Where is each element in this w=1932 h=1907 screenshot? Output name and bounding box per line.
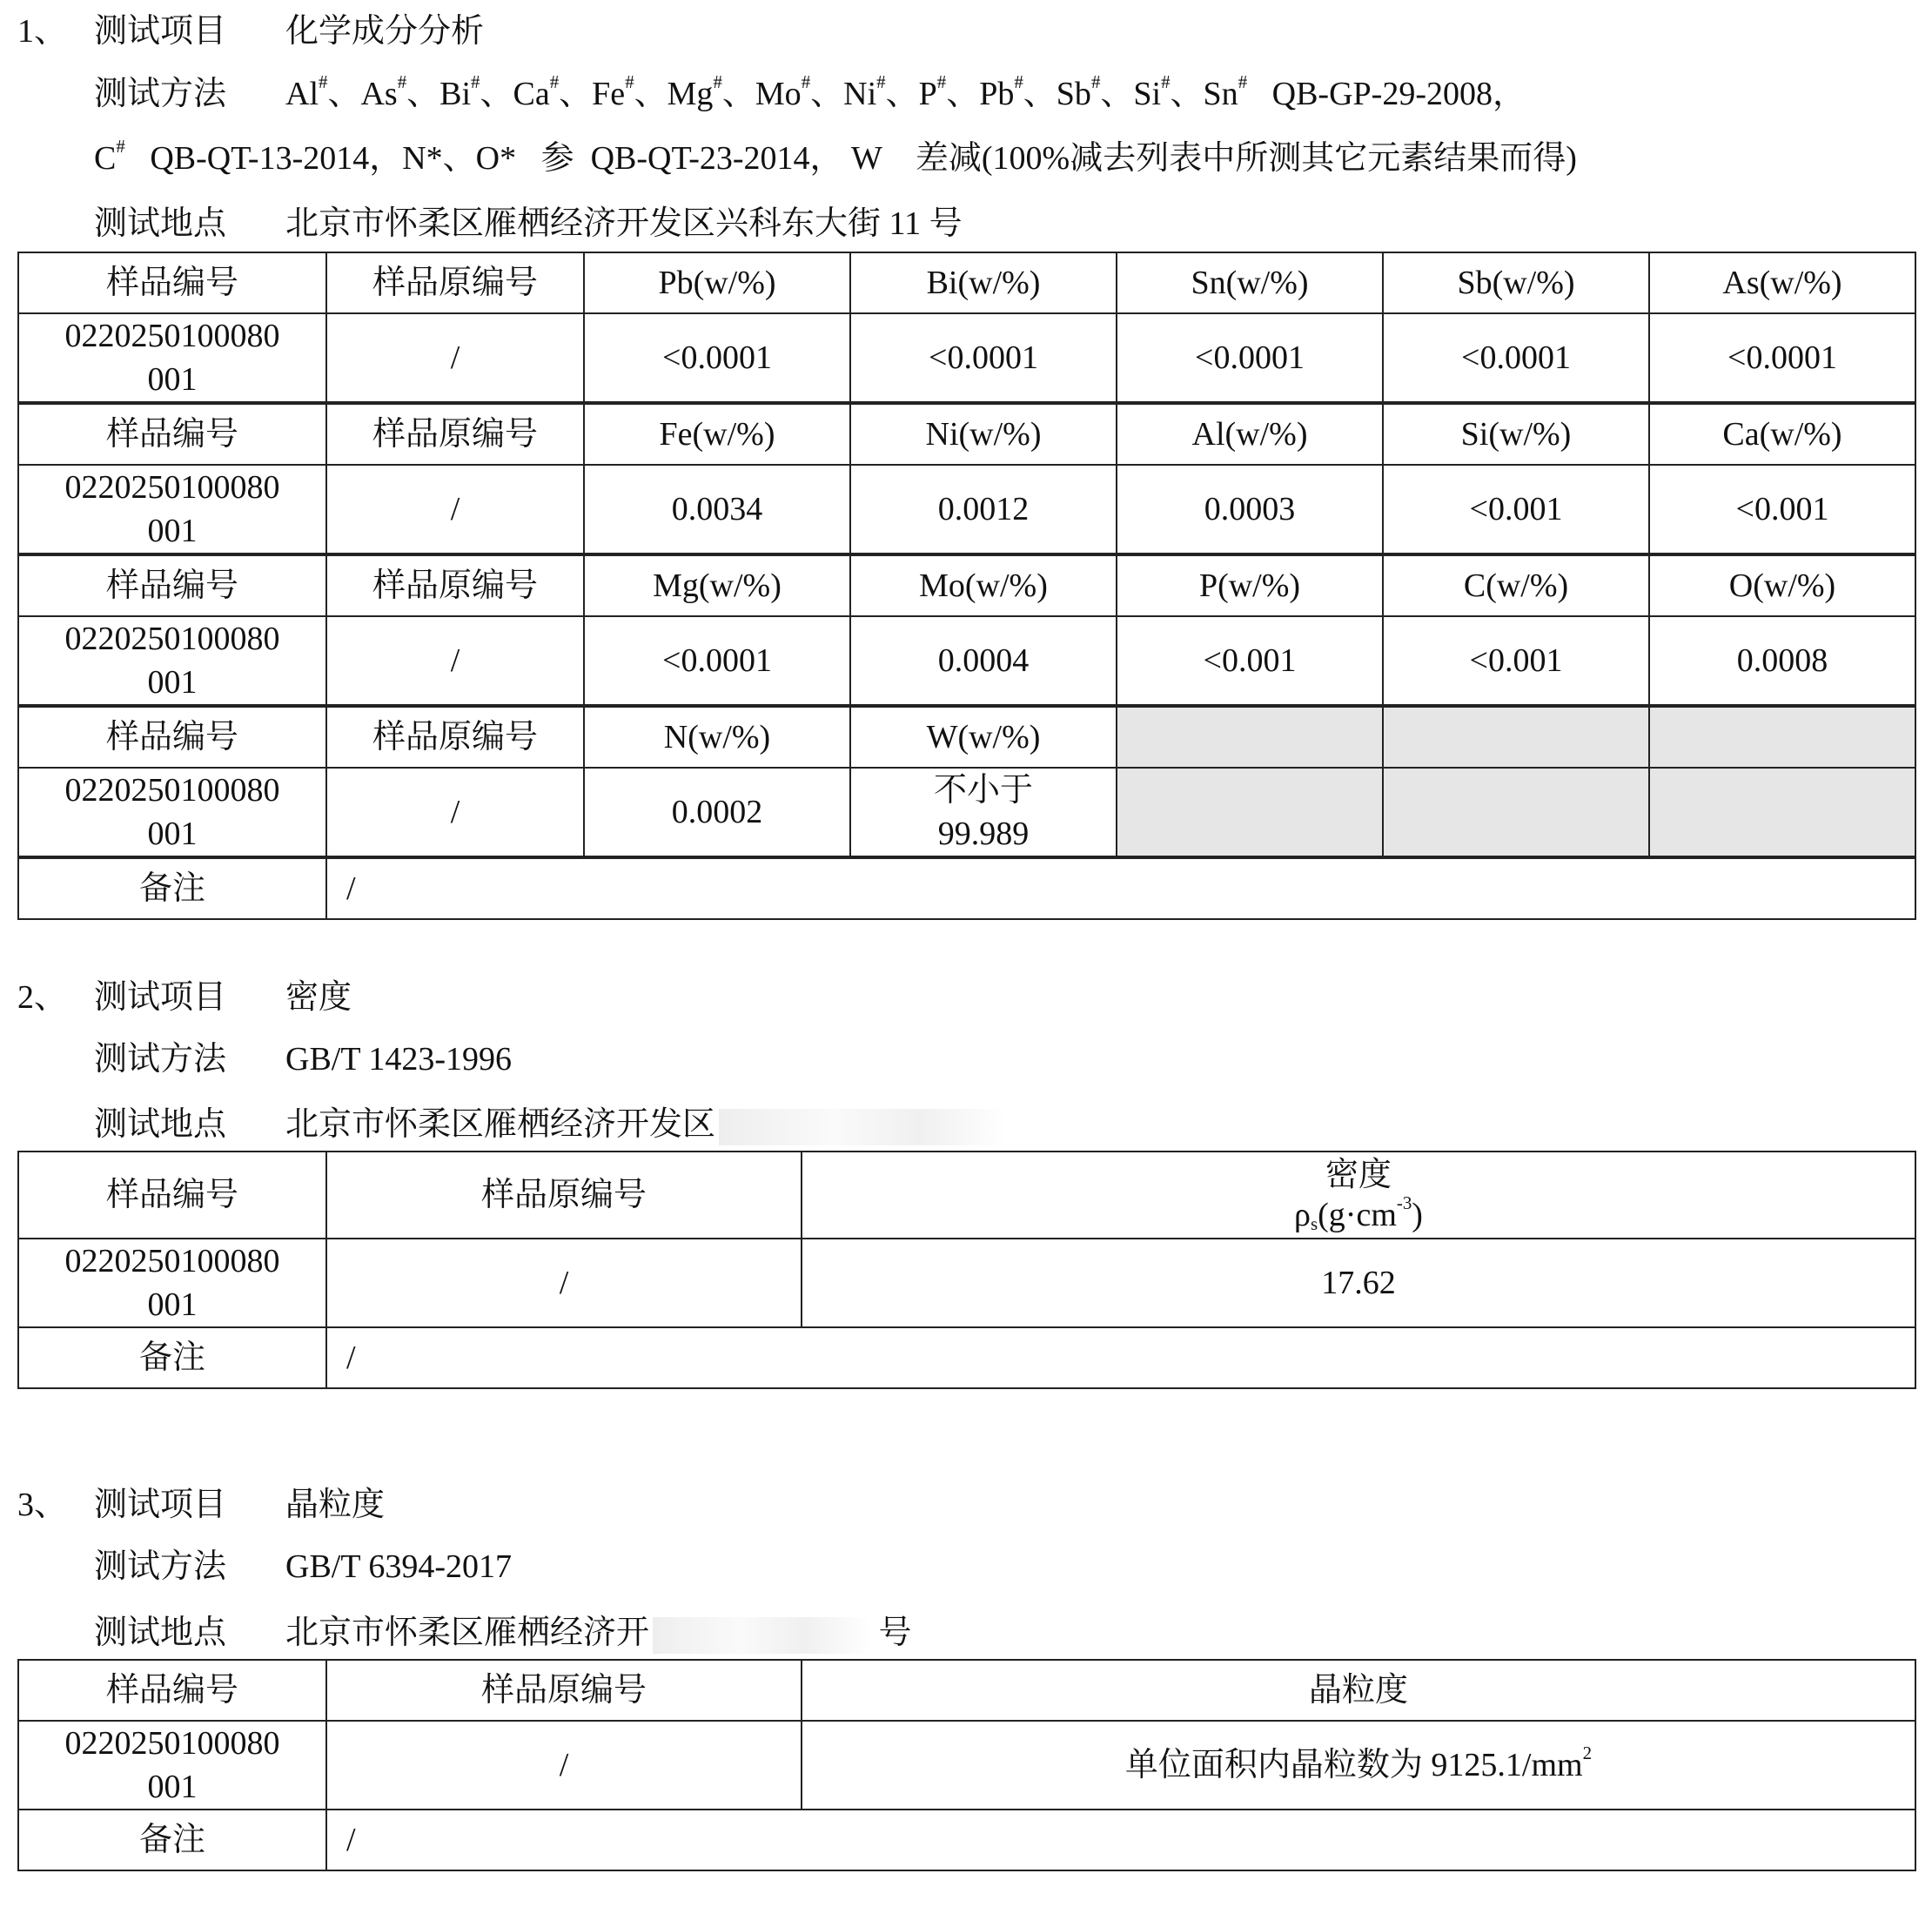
element-value-cell: <0.0001 <box>1649 313 1915 403</box>
test-method-value: Al#、As#、Bi#、Ca#、Fe#、Mg#、Mo#、Ni#、P#、Pb#、Sb#、Si#、Sn# QB-GP-29-2008， <box>285 71 1526 112</box>
header-original-id: 样品原编号 <box>326 554 584 616</box>
element-value-cell: <0.001 <box>1117 616 1383 706</box>
note-label: 备注 <box>18 1810 326 1870</box>
header-original-id: 样品原编号 <box>326 1152 802 1239</box>
element-value-cell: 0.0004 <box>850 616 1117 706</box>
header-element: C(w/%) <box>1383 554 1649 616</box>
header-element: P(w/%) <box>1117 554 1383 616</box>
element-value-cell: <0.0001 <box>584 313 850 403</box>
header-density: 密度 $\rho_s(g\cdot cm^{-3})$ <box>802 1152 1915 1239</box>
header-element: Mo(w/%) <box>850 554 1117 616</box>
test-location-label: 测试地点 <box>94 1615 227 1651</box>
table-header-row <box>18 1152 1915 1239</box>
note-value: / <box>326 1327 1915 1388</box>
header-sample-id: 样品编号 <box>18 403 326 465</box>
table-row <box>18 1239 1915 1327</box>
element-value-cell <box>1383 768 1649 857</box>
element-value-cell: <0.0001 <box>850 313 1117 403</box>
sample-id-cell: 0220250100080 001 <box>18 768 326 857</box>
test-method-value-continued: C# QB-QT-13-2014，N*、O* 参 QB-QT-23-2014， W 差减(100%减去列表中所测其它元素结果而得) <box>94 136 1577 177</box>
element-value-cell: <0.0001 <box>1383 313 1649 403</box>
header-element: Ca(w/%) <box>1649 403 1915 465</box>
table-row <box>18 1721 1915 1810</box>
header-original-id: 样品原编号 <box>326 403 584 465</box>
header-sample-id: 样品编号 <box>18 1660 326 1721</box>
test-item-value: 化学成分分析 <box>285 13 485 50</box>
test-item-label: 测试项目 <box>94 979 227 1016</box>
section-number: 2、 <box>17 979 68 1016</box>
grain-size-table <box>17 1659 1916 1871</box>
table-header-row <box>18 554 1915 616</box>
header-element: As(w/%) <box>1649 252 1915 313</box>
element-value-cell: 0.0002 <box>584 768 850 857</box>
original-id-cell: / <box>326 313 584 403</box>
test-method-value: GB/T 6394-2017 <box>285 1548 513 1585</box>
sample-id-cell: 0220250100080 001 <box>18 465 326 554</box>
header-element: N(w/%) <box>584 706 850 768</box>
element-value-cell <box>1649 768 1915 857</box>
table-header-row <box>18 706 1915 768</box>
header-original-id: 样品原编号 <box>326 706 584 768</box>
table-header-row <box>18 252 1915 313</box>
note-label: 备注 <box>18 1327 326 1388</box>
table-row <box>18 465 1915 554</box>
header-element: Ni(w/%) <box>850 403 1117 465</box>
element-value-cell: <0.001 <box>1383 616 1649 706</box>
header-sample-id: 样品编号 <box>18 706 326 768</box>
element-value-cell: 不小于 99.989 <box>850 768 1117 857</box>
table-header-row <box>18 1660 1915 1721</box>
header-element: Al(w/%) <box>1117 403 1383 465</box>
header-element: O(w/%) <box>1649 554 1915 616</box>
header-element <box>1649 706 1915 768</box>
header-element: Sn(w/%) <box>1117 252 1383 313</box>
sample-id-cell: 0220250100080 001 <box>18 313 326 403</box>
density-table <box>17 1151 1916 1389</box>
element-value-cell: <0.001 <box>1383 465 1649 554</box>
note-value: / <box>326 1810 1915 1870</box>
element-value-cell: 0.0003 <box>1117 465 1383 554</box>
original-id-cell: / <box>326 616 584 706</box>
original-id-cell: / <box>326 1721 802 1810</box>
header-sample-id: 样品编号 <box>18 1152 326 1239</box>
test-item-value: 晶粒度 <box>285 1487 386 1523</box>
note-label: 备注 <box>18 857 326 919</box>
header-original-id: 样品原编号 <box>326 252 584 313</box>
note-row <box>18 1810 1915 1870</box>
test-method-label: 测试方法 <box>94 1041 227 1078</box>
element-value-cell: 0.0008 <box>1649 616 1915 706</box>
test-item-label: 测试项目 <box>94 1487 227 1523</box>
element-value-cell: <0.001 <box>1649 465 1915 554</box>
test-method-label: 测试方法 <box>94 1548 227 1585</box>
test-method-label: 测试方法 <box>94 76 227 112</box>
table-header-row <box>18 403 1915 465</box>
test-location-label: 测试地点 <box>94 1106 227 1143</box>
note-row <box>18 1327 1915 1388</box>
element-value-cell <box>1117 768 1383 857</box>
header-element: Mg(w/%) <box>584 554 850 616</box>
test-item-value: 密度 <box>285 979 352 1016</box>
section-number: 1、 <box>17 13 68 50</box>
note-value: / <box>326 857 1915 919</box>
header-element: Fe(w/%) <box>584 403 850 465</box>
section-number: 3、 <box>17 1487 68 1523</box>
test-location-value: 北京市怀柔区雁栖经济开发区兴科东大街 11 号 <box>285 205 963 242</box>
header-element: Si(w/%) <box>1383 403 1649 465</box>
header-element: Bi(w/%) <box>850 252 1117 313</box>
header-element <box>1117 706 1383 768</box>
header-sample-id: 样品编号 <box>18 554 326 616</box>
chemical-composition-table <box>17 252 1916 920</box>
header-element: Sb(w/%) <box>1383 252 1649 313</box>
element-value-cell: <0.0001 <box>584 616 850 706</box>
redacted-text <box>719 1109 1006 1145</box>
sample-id-cell: 0220250100080 001 <box>18 1721 326 1810</box>
element-value-cell: <0.0001 <box>1117 313 1383 403</box>
sample-id-cell: 0220250100080 001 <box>18 616 326 706</box>
header-element: Pb(w/%) <box>584 252 850 313</box>
table-row <box>18 616 1915 706</box>
header-original-id: 样品原编号 <box>326 1660 802 1721</box>
test-location-value: 北京市怀柔区雁栖经济开 号 <box>285 1612 912 1654</box>
element-value-cell: 0.0034 <box>584 465 850 554</box>
table-row <box>18 768 1915 857</box>
header-sample-id: 样品编号 <box>18 252 326 313</box>
grain-size-value-cell: 单位面积内晶粒数为 $9125.1/mm^2$ <box>802 1721 1915 1810</box>
test-item-label: 测试项目 <box>94 13 227 50</box>
test-location-value: 北京市怀柔区雁栖经济开发区 <box>285 1104 1006 1145</box>
original-id-cell: / <box>326 768 584 857</box>
table-row <box>18 313 1915 403</box>
header-element <box>1383 706 1649 768</box>
note-row <box>18 857 1915 919</box>
density-value-cell: 17.62 <box>802 1239 1915 1327</box>
original-id-cell: / <box>326 465 584 554</box>
test-location-label: 测试地点 <box>94 205 227 242</box>
sample-id-cell: 0220250100080 001 <box>18 1239 326 1327</box>
redacted-text <box>653 1617 870 1654</box>
element-value-cell: 0.0012 <box>850 465 1117 554</box>
header-grain-size: 晶粒度 <box>802 1660 1915 1721</box>
original-id-cell: / <box>326 1239 802 1327</box>
test-method-value: GB/T 1423-1996 <box>285 1041 513 1078</box>
header-element: W(w/%) <box>850 706 1117 768</box>
